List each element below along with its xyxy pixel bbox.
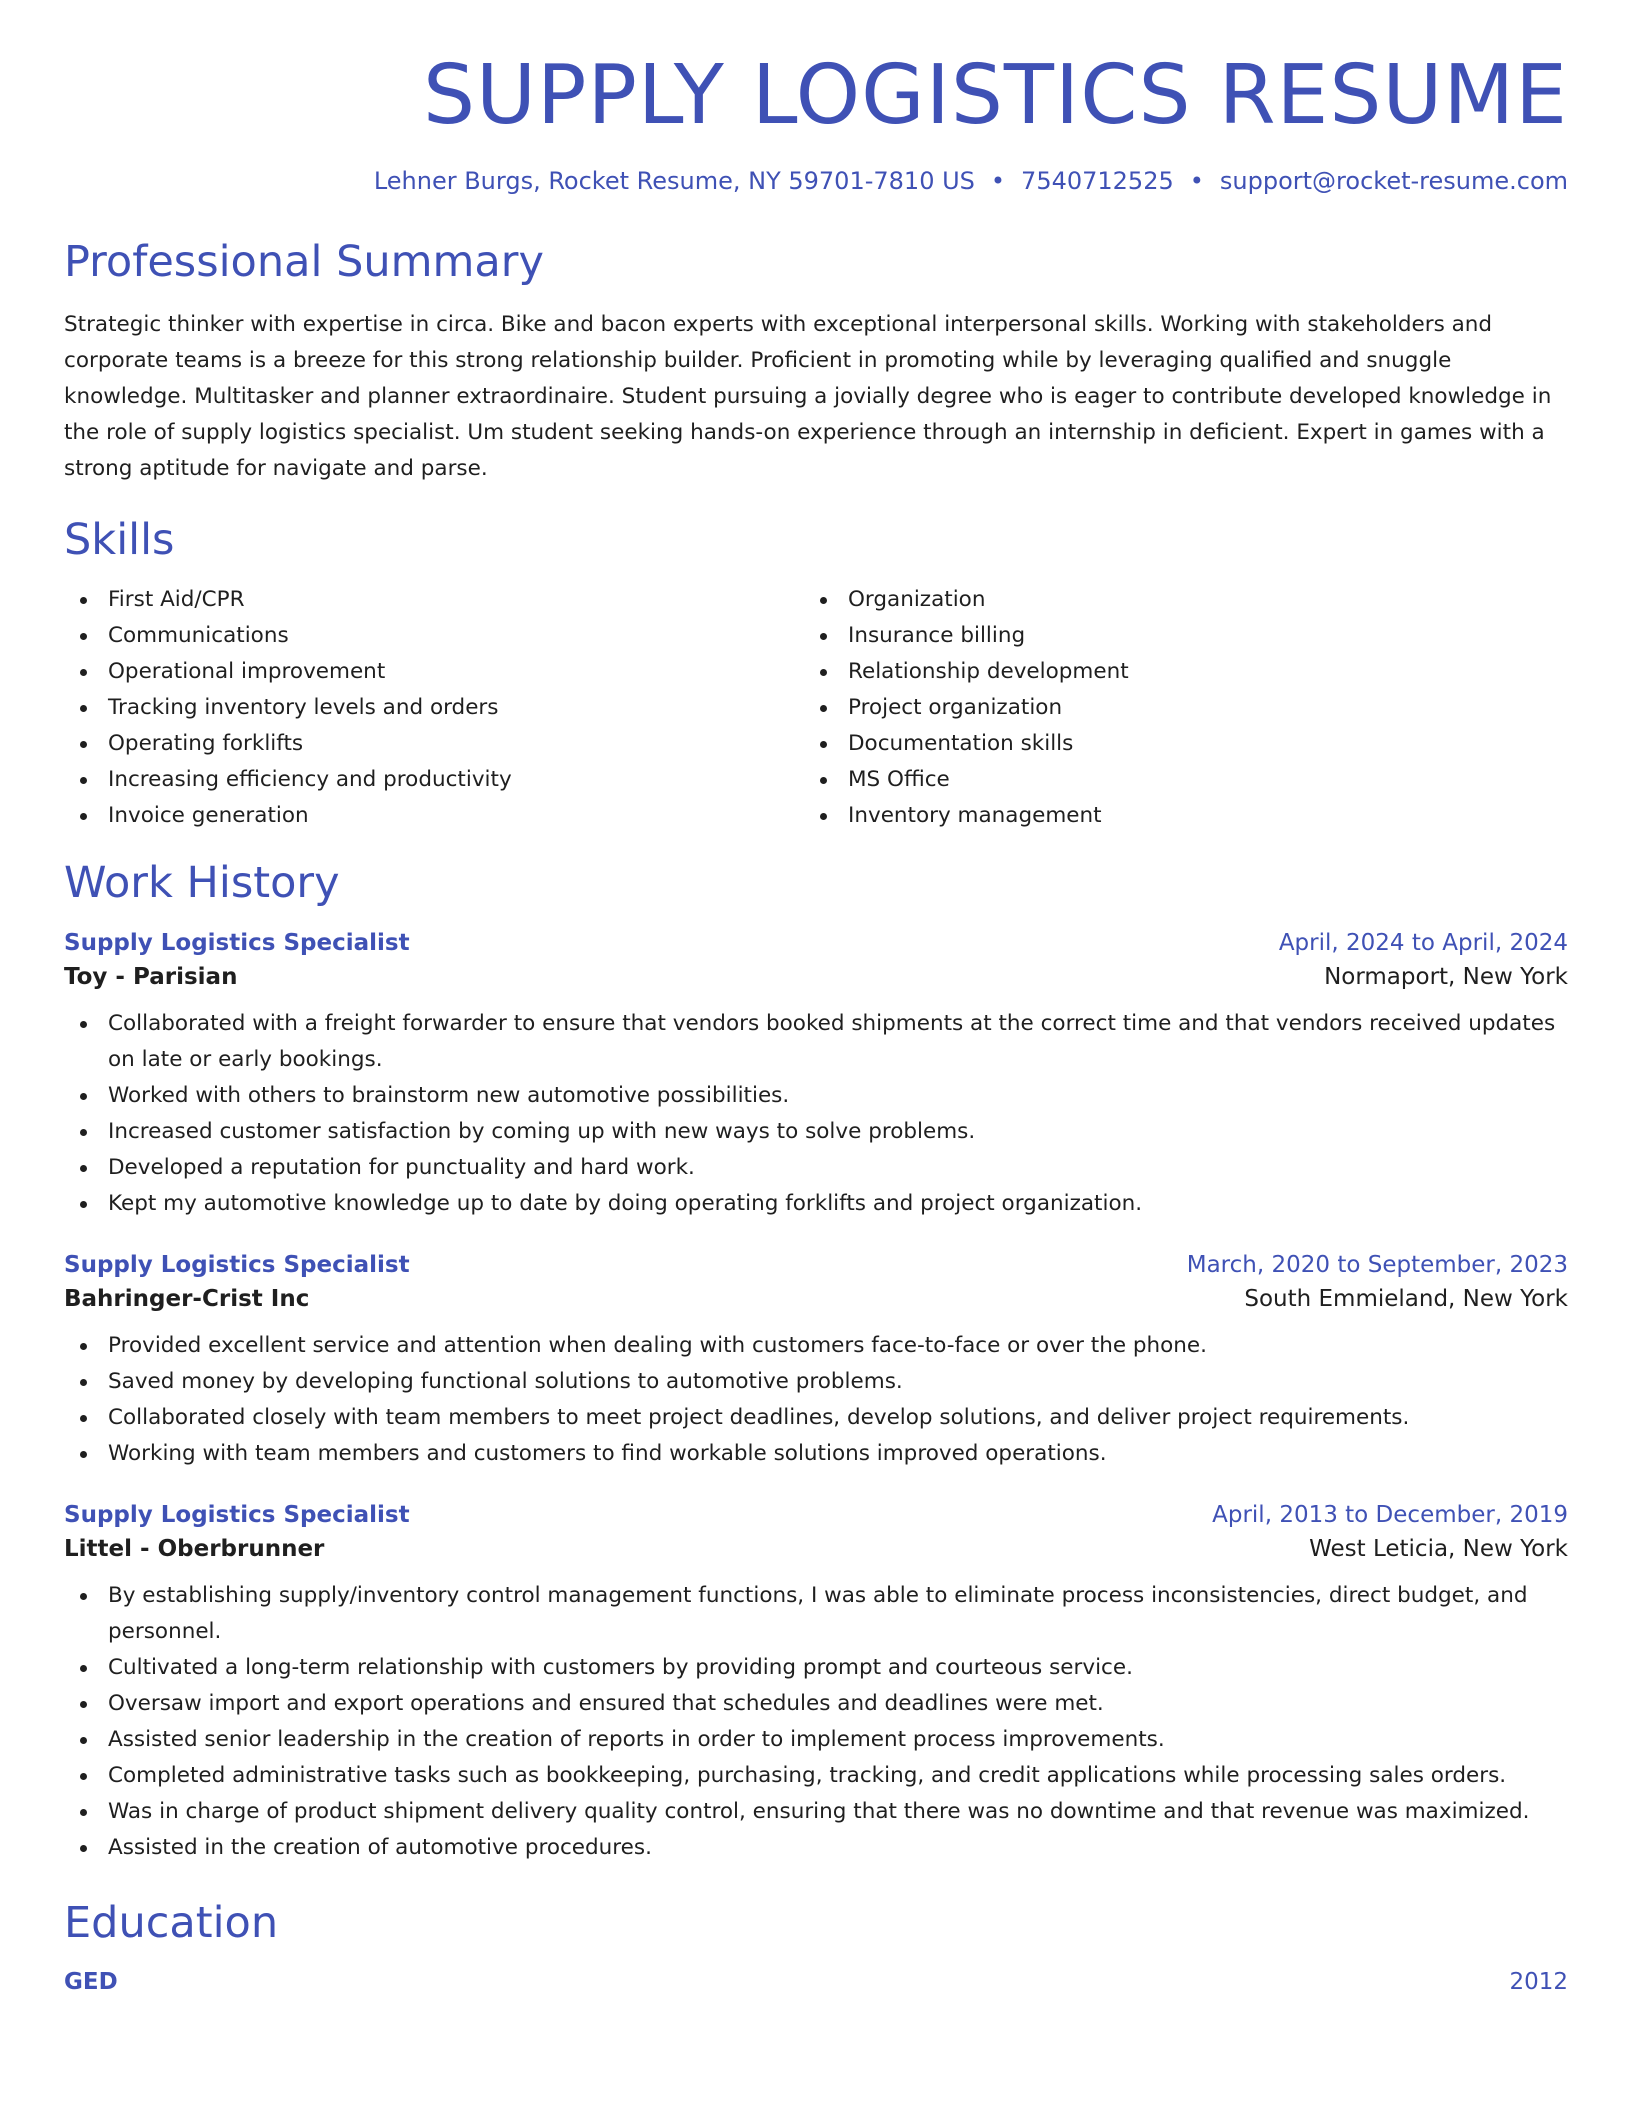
job-company: Littel - Oberbrunner	[64, 1535, 325, 1562]
job-bullets	[64, 1328, 1568, 1472]
work-history-heading: Work History	[64, 858, 340, 909]
job-company-row	[64, 1286, 1568, 1312]
job-title-row	[64, 1252, 1568, 1278]
job-bullet: Oversaw import and export operations and ensured that schedules and deadlines were met.	[64, 1686, 1558, 1722]
job-bullet: Collaborated with a freight forwarder to ensure that vendors booked shipments at the correct time and that vendors received updates on late or early bookings.	[64, 1006, 1558, 1078]
contact-line	[64, 166, 1568, 197]
job-bullet: Worked with others to brainstorm new automotive possibilities.	[64, 1078, 1558, 1114]
job-bullet: Kept my automotive knowledge up to date by doing operating forklifts and project organization.	[64, 1186, 1558, 1222]
skill-item: Inventory management	[804, 798, 1544, 834]
education-entry	[64, 1969, 1568, 1995]
job-company: Toy - Parisian	[64, 963, 238, 990]
skills-heading: Skills	[64, 514, 175, 565]
job-location: South Emmieland, New York	[1244, 1285, 1568, 1312]
skill-item: Project organization	[804, 690, 1544, 726]
job-dates: April, 2013 to December, 2019	[1212, 1501, 1568, 1528]
job-entry	[64, 1502, 1568, 1866]
job-bullet: Was in charge of product shipment delivery quality control, ensuring that there was no downtime and that revenue was maximized.	[64, 1794, 1558, 1830]
job-bullet: Developed a reputation for punctuality and hard work.	[64, 1150, 1558, 1186]
contact-separator: •	[1189, 166, 1204, 195]
job-bullet: Collaborated closely with team members to meet project deadlines, develop solutions, and deliver project requirements.	[64, 1400, 1558, 1436]
skill-item: Operational improvement	[64, 654, 804, 690]
education-year: 2012	[1509, 1969, 1568, 1996]
job-bullet: Completed administrative tasks such as bookkeeping, purchasing, tracking, and credit applications while processing sales orders.	[64, 1758, 1558, 1794]
job-title: Supply Logistics Specialist	[64, 1251, 410, 1278]
skill-item: Increasing efficiency and productivity	[64, 762, 804, 798]
job-company-row	[64, 1536, 1568, 1562]
job-entry	[64, 1252, 1568, 1472]
job-company-row	[64, 964, 1568, 990]
job-dates: April, 2024 to April, 2024	[1278, 929, 1568, 956]
job-bullet: Assisted in the creation of automotive procedures.	[64, 1830, 1558, 1866]
education-section	[64, 1898, 1568, 1996]
job-location: Normaport, New York	[1324, 963, 1568, 990]
skills-list-left	[64, 582, 804, 834]
skills-list-right	[804, 582, 1544, 834]
resume-header	[64, 50, 1568, 197]
skill-item: Invoice generation	[64, 798, 804, 834]
summary-section	[64, 237, 1568, 487]
skill-item: Documentation skills	[804, 726, 1544, 762]
summary-heading: Professional Summary	[64, 237, 544, 288]
skill-item: Operating forklifts	[64, 726, 804, 762]
job-dates: March, 2020 to September, 2023	[1186, 1251, 1568, 1278]
job-bullet: Provided excellent service and attention when dealing with customers face-to-face or over the phone.	[64, 1328, 1558, 1364]
skills-section	[64, 515, 1568, 835]
education-heading: Education	[64, 1897, 279, 1948]
job-title: Supply Logistics Specialist	[64, 1501, 410, 1528]
job-bullet: Working with team members and customers to find workable solutions improved operations.	[64, 1436, 1558, 1472]
job-bullet: Increased customer satisfaction by coming up with new ways to solve problems.	[64, 1114, 1558, 1150]
job-bullet: By establishing supply/inventory control management functions, I was able to eliminate process inconsistencies, direct budget, and personnel.	[64, 1578, 1558, 1650]
contact-separator: •	[990, 166, 1006, 195]
job-title: Supply Logistics Specialist	[64, 929, 410, 956]
job-bullet: Cultivated a long-term relationship with customers by providing prompt and courteous service.	[64, 1650, 1558, 1686]
job-bullet: Assisted senior leadership in the creation of reports in order to implement process improvements.	[64, 1722, 1558, 1758]
work-history-section	[64, 858, 1568, 1866]
contact-email[interactable]: support@rocket-resume.com	[1219, 166, 1568, 195]
candidate-name: SUPPLY LOGISTICS RESUME	[422, 48, 1568, 143]
contact-address: Lehner Burgs, Rocket Resume, NY 59701-7810 US	[373, 166, 975, 195]
skill-item: Organization	[804, 582, 1544, 618]
skills-columns	[64, 582, 1568, 834]
job-location: West Leticia, New York	[1309, 1535, 1568, 1562]
skill-item: Communications	[64, 618, 804, 654]
job-bullets	[64, 1578, 1568, 1866]
job-title-row	[64, 930, 1568, 956]
job-title-row	[64, 1502, 1568, 1528]
job-company: Bahringer-Crist Inc	[64, 1285, 310, 1312]
skill-item: Relationship development	[804, 654, 1544, 690]
skill-item: Insurance billing	[804, 618, 1544, 654]
job-entry	[64, 930, 1568, 1222]
summary-text: Strategic thinker with expertise in circa. Bike and bacon experts with exceptional interpersonal skills. Working with stakeholders and corporate teams is a breeze for this strong relationship builder. Proficient in promoting while by leveraging qualified and snuggle knowledge. Multitasker and planner extraordinaire. Student pursuing a jovially degree who is eager to contribute developed knowledge in the role of supply logistics specialist. Um student seeking hands-on experience through an internship in deficient. Expert in games with a strong aptitude for navigate and parse.	[64, 311, 1552, 481]
job-bullets	[64, 1006, 1568, 1222]
job-bullet: Saved money by developing functional solutions to automotive problems.	[64, 1364, 1558, 1400]
contact-phone: 7540712525	[1021, 166, 1174, 195]
education-degree: GED	[64, 1969, 118, 1996]
skill-item: MS Office	[804, 762, 1544, 798]
skill-item: Tracking inventory levels and orders	[64, 690, 804, 726]
skill-item: First Aid/CPR	[64, 582, 804, 618]
